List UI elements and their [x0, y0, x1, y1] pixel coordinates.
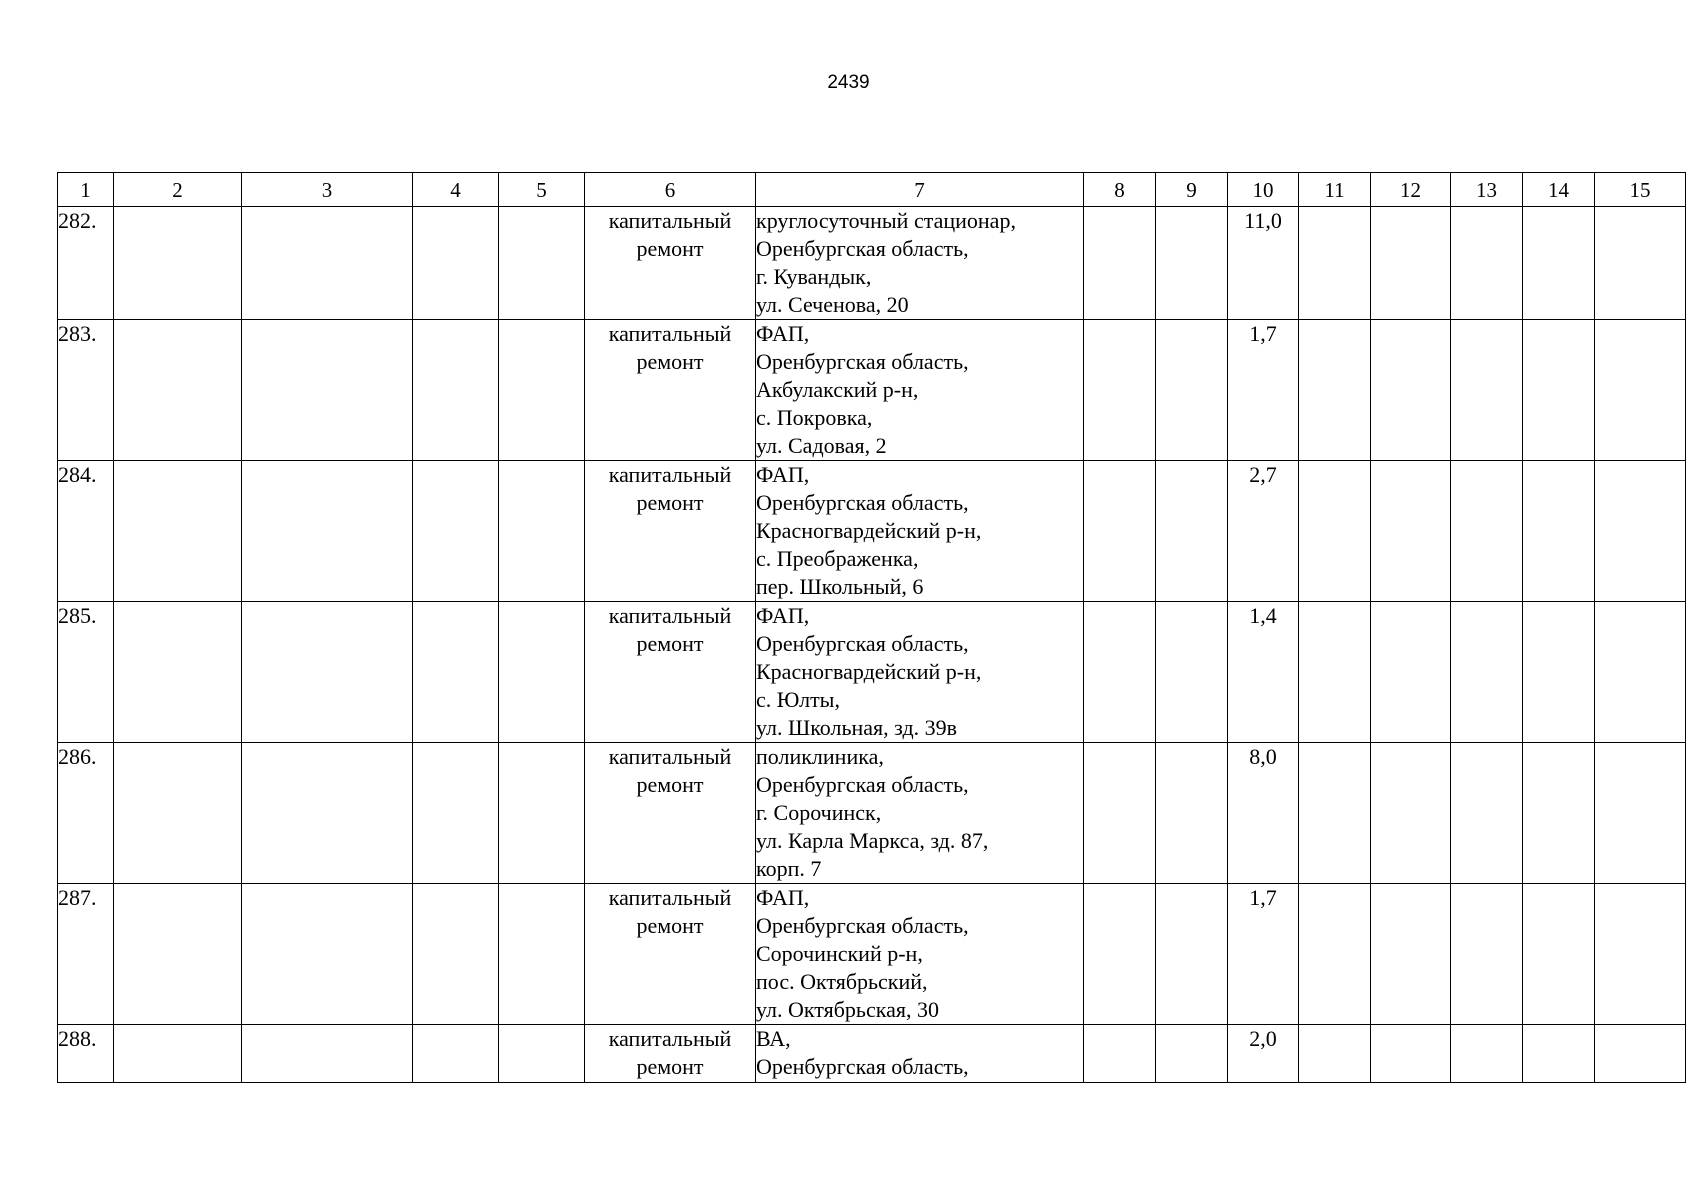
table-row — [58, 602, 1686, 743]
empty-cell — [499, 207, 585, 320]
address-line: г. Сорочинск, — [756, 800, 882, 825]
address-cell — [756, 207, 1084, 320]
empty-cell — [499, 461, 585, 602]
empty-cell — [413, 1025, 499, 1083]
empty-cell — [1299, 461, 1371, 602]
empty-cell — [1523, 461, 1595, 602]
row-number: 284. — [58, 461, 114, 602]
address-line: ул. Школьная, зд. 39в — [756, 715, 958, 740]
address-line: Оренбургская область, — [756, 349, 969, 374]
empty-cell — [1451, 320, 1523, 461]
empty-cell — [413, 602, 499, 743]
column-header: 11 — [1299, 173, 1371, 207]
address-cell — [756, 743, 1084, 884]
address-line: ул. Октябрьская, 30 — [756, 997, 939, 1022]
empty-cell — [1299, 602, 1371, 743]
address-line: ул. Карла Маркса, зд. 87, — [756, 828, 989, 853]
header-row — [58, 173, 1686, 207]
empty-cell — [1084, 884, 1156, 1025]
table-row — [58, 461, 1686, 602]
empty-cell — [1084, 743, 1156, 884]
empty-cell — [499, 884, 585, 1025]
empty-cell — [114, 1025, 242, 1083]
column-header: 2 — [114, 173, 242, 207]
empty-cell — [1084, 207, 1156, 320]
empty-cell — [114, 320, 242, 461]
column-header: 7 — [756, 173, 1084, 207]
empty-cell — [499, 743, 585, 884]
empty-cell — [1595, 207, 1686, 320]
address-line: с. Преображенка, — [756, 546, 919, 571]
data-table — [57, 172, 1686, 1083]
address-cell — [756, 602, 1084, 743]
empty-cell — [1523, 884, 1595, 1025]
address-line: Красногвардейский р-н, — [756, 518, 982, 543]
table-row — [58, 1025, 1686, 1083]
empty-cell — [114, 207, 242, 320]
table-row — [58, 884, 1686, 1025]
empty-cell — [413, 884, 499, 1025]
address-line: поликлиника, — [756, 744, 884, 769]
empty-cell — [413, 743, 499, 884]
work-type-line: ремонт — [636, 1054, 704, 1079]
value-cell: 2,0 — [1228, 1025, 1299, 1083]
empty-cell — [1451, 602, 1523, 743]
work-type-line: капитальный — [608, 321, 732, 346]
column-header: 3 — [242, 173, 413, 207]
work-type-line: капитальный — [608, 462, 732, 487]
address-line: ФАП, — [756, 603, 810, 628]
row-number: 286. — [58, 743, 114, 884]
empty-cell — [1523, 207, 1595, 320]
address-line: ВА, — [756, 1026, 791, 1051]
empty-cell — [114, 602, 242, 743]
address-line: Оренбургская область, — [756, 631, 969, 656]
empty-cell — [499, 320, 585, 461]
empty-cell — [1156, 1025, 1228, 1083]
address-line: Оренбургская область, — [756, 1054, 969, 1079]
address-line: Оренбургская область, — [756, 772, 969, 797]
address-line: ФАП, — [756, 462, 810, 487]
empty-cell — [1371, 320, 1451, 461]
page-number: 2439 — [827, 72, 870, 93]
empty-cell — [1523, 320, 1595, 461]
empty-cell — [114, 884, 242, 1025]
address-line: Красногвардейский р-н, — [756, 659, 982, 684]
address-line: ул. Сеченова, 20 — [756, 292, 909, 317]
empty-cell — [1299, 884, 1371, 1025]
address-line: пос. Октябрьский, — [756, 969, 928, 994]
empty-cell — [1595, 461, 1686, 602]
work-type-line: ремонт — [636, 913, 704, 938]
empty-cell — [1371, 461, 1451, 602]
column-header: 5 — [499, 173, 585, 207]
table-body — [58, 207, 1686, 1083]
empty-cell — [1299, 1025, 1371, 1083]
row-number: 282. — [58, 207, 114, 320]
empty-cell — [1156, 602, 1228, 743]
work-type-line: капитальный — [608, 885, 732, 910]
work-type-line: ремонт — [636, 631, 704, 656]
column-header: 15 — [1595, 173, 1686, 207]
empty-cell — [1371, 743, 1451, 884]
address-line: Сорочинский р-н, — [756, 941, 923, 966]
empty-cell — [1595, 320, 1686, 461]
empty-cell — [114, 743, 242, 884]
empty-cell — [1451, 1025, 1523, 1083]
empty-cell — [242, 1025, 413, 1083]
work-type-line: капитальный — [608, 603, 732, 628]
address-line: с. Юлты, — [756, 687, 840, 712]
column-header: 8 — [1084, 173, 1156, 207]
address-line: ФАП, — [756, 321, 810, 346]
empty-cell — [1451, 461, 1523, 602]
empty-cell — [114, 461, 242, 602]
work-type-line: ремонт — [636, 236, 704, 261]
empty-cell — [1371, 884, 1451, 1025]
empty-cell — [1156, 320, 1228, 461]
column-header: 4 — [413, 173, 499, 207]
value-cell: 8,0 — [1228, 743, 1299, 884]
address-line: Акбулакский р-н, — [756, 377, 919, 402]
empty-cell — [242, 320, 413, 461]
address-line: с. Покровка, — [756, 405, 873, 430]
column-header: 1 — [58, 173, 114, 207]
table-row — [58, 743, 1686, 884]
column-header: 9 — [1156, 173, 1228, 207]
work-type-cell — [585, 461, 756, 602]
value-cell: 1,7 — [1228, 884, 1299, 1025]
empty-cell — [413, 320, 499, 461]
empty-cell — [242, 602, 413, 743]
empty-cell — [1156, 884, 1228, 1025]
empty-cell — [1156, 743, 1228, 884]
address-line: ул. Садовая, 2 — [756, 433, 887, 458]
value-cell: 1,4 — [1228, 602, 1299, 743]
empty-cell — [1451, 207, 1523, 320]
empty-cell — [1371, 602, 1451, 743]
work-type-cell — [585, 320, 756, 461]
work-type-line: ремонт — [636, 349, 704, 374]
empty-cell — [1595, 602, 1686, 743]
value-cell: 1,7 — [1228, 320, 1299, 461]
empty-cell — [1299, 743, 1371, 884]
empty-cell — [1084, 602, 1156, 743]
value-cell: 11,0 — [1228, 207, 1299, 320]
empty-cell — [1451, 743, 1523, 884]
empty-cell — [1523, 1025, 1595, 1083]
address-line: пер. Школьный, 6 — [756, 574, 924, 599]
empty-cell — [1299, 207, 1371, 320]
work-type-line: капитальный — [608, 744, 732, 769]
empty-cell — [1523, 743, 1595, 884]
row-number: 283. — [58, 320, 114, 461]
work-type-cell — [585, 1025, 756, 1083]
work-type-line: капитальный — [608, 1026, 732, 1051]
work-type-cell — [585, 743, 756, 884]
empty-cell — [1595, 743, 1686, 884]
address-line: круглосуточный стационар, — [756, 208, 1016, 233]
empty-cell — [499, 602, 585, 743]
empty-cell — [242, 743, 413, 884]
column-header: 12 — [1371, 173, 1451, 207]
address-line: ФАП, — [756, 885, 810, 910]
empty-cell — [413, 461, 499, 602]
work-type-line: капитальный — [608, 208, 732, 233]
address-line: г. Кувандык, — [756, 264, 872, 289]
empty-cell — [242, 884, 413, 1025]
address-cell — [756, 1025, 1084, 1083]
empty-cell — [1156, 207, 1228, 320]
empty-cell — [242, 461, 413, 602]
empty-cell — [1084, 320, 1156, 461]
empty-cell — [1595, 1025, 1686, 1083]
address-line: корп. 7 — [756, 856, 822, 881]
empty-cell — [242, 207, 413, 320]
column-header: 13 — [1451, 173, 1523, 207]
empty-cell — [1156, 461, 1228, 602]
address-cell — [756, 884, 1084, 1025]
empty-cell — [1595, 884, 1686, 1025]
work-type-cell — [585, 207, 756, 320]
row-number: 287. — [58, 884, 114, 1025]
column-header: 10 — [1228, 173, 1299, 207]
address-line: Оренбургская область, — [756, 236, 969, 261]
empty-cell — [1084, 1025, 1156, 1083]
value-cell: 2,7 — [1228, 461, 1299, 602]
table-row — [58, 320, 1686, 461]
empty-cell — [1299, 320, 1371, 461]
table-row — [58, 207, 1686, 320]
work-type-line: ремонт — [636, 772, 704, 797]
column-header: 6 — [585, 173, 756, 207]
work-type-line: ремонт — [636, 490, 704, 515]
work-type-cell — [585, 602, 756, 743]
row-number: 285. — [58, 602, 114, 743]
empty-cell — [1371, 207, 1451, 320]
address-cell — [756, 461, 1084, 602]
empty-cell — [413, 207, 499, 320]
address-line: Оренбургская область, — [756, 913, 969, 938]
address-cell — [756, 320, 1084, 461]
empty-cell — [1451, 884, 1523, 1025]
empty-cell — [1523, 602, 1595, 743]
work-type-cell — [585, 884, 756, 1025]
address-line: Оренбургская область, — [756, 490, 969, 515]
empty-cell — [1084, 461, 1156, 602]
empty-cell — [499, 1025, 585, 1083]
row-number: 288. — [58, 1025, 114, 1083]
empty-cell — [1371, 1025, 1451, 1083]
column-header: 14 — [1523, 173, 1595, 207]
